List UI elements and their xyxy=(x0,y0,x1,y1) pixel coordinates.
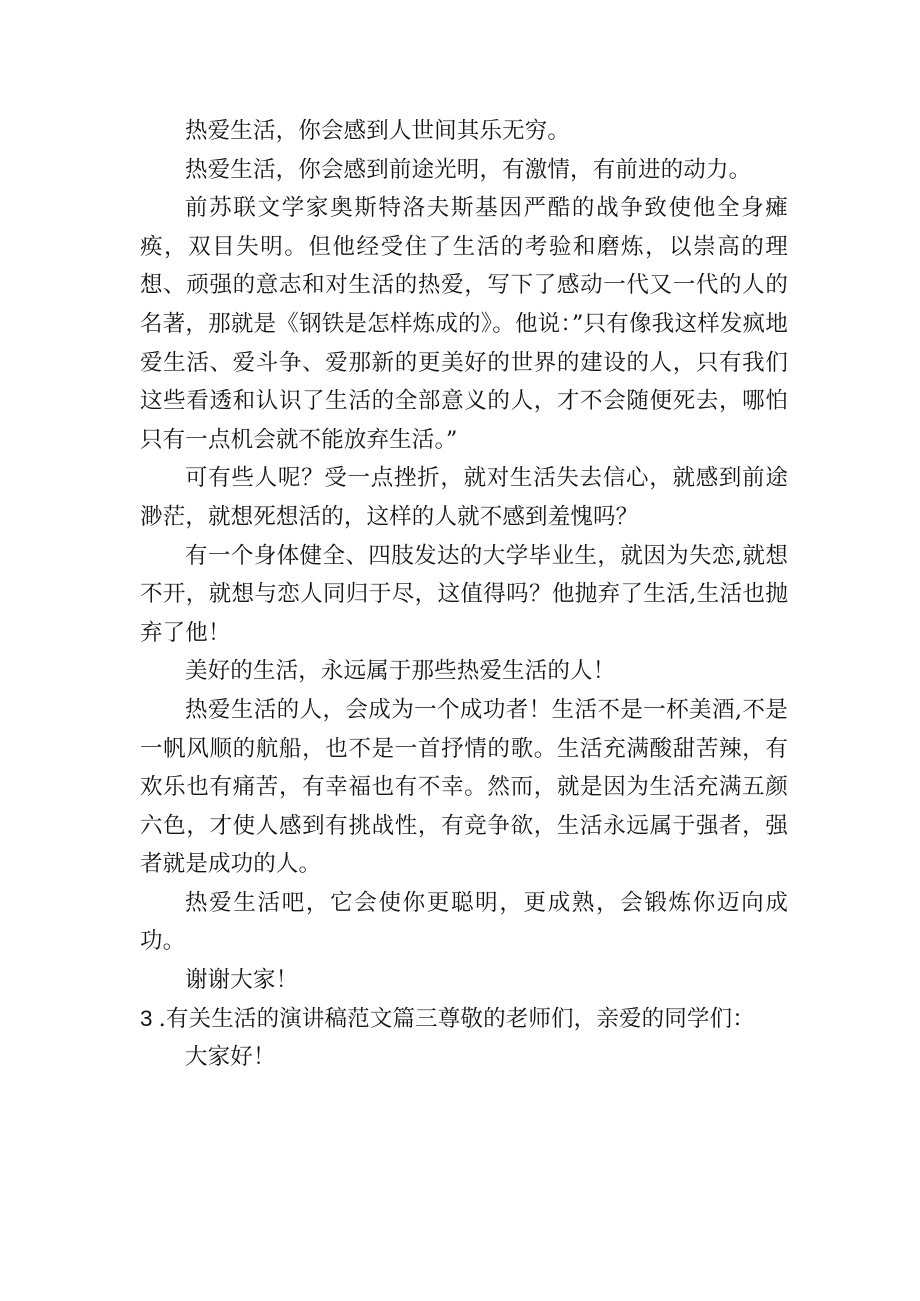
section-heading-text: .有关生活的演讲稿范文篇三尊敬的老师们，亲爱的同学们： xyxy=(158,1005,755,1032)
document-body xyxy=(140,112,788,1077)
section-heading xyxy=(140,1000,788,1039)
paragraph-3: 前苏联文学家奥斯特洛夫斯基因严酷的战争致使他全身瘫痪，双目失明。但他经受住了生活的考验和磨炼，以崇高的理想、顽强的意志和对生活的热爱，写下了感动一代又一代的人的名著，那就是《钢铁是怎样炼成的》。他说：”只有像我这样发疯地爱生活、爱斗争、爱那新的更美好的世界的建设的人，只有我们这些看透和认识了生活的全部意义的人，才不会随便死去，哪怕只有一点机会就不能放弃生活。” xyxy=(140,195,788,453)
paragraph-9: 谢谢大家！ xyxy=(185,967,299,994)
paragraph-2: 热爱生活，你会感到前途光明，有激情，有前进的动力。 xyxy=(185,156,752,183)
paragraph-6: 美好的生活，永远属于那些热爱生活的人！ xyxy=(185,658,616,685)
paragraph-5: 有一个身体健全、四肢发达的大学毕业生，就因为失恋,就想不开，就想与恋人同归于尽，这值得吗？他抛弃了生活,生活也抛弃了他！ xyxy=(140,542,788,646)
paragraph-8: 热爱生活吧，它会使你更聪明，更成熟，会锻炼你迈向成功。 xyxy=(140,889,788,955)
section-number: 3 xyxy=(140,1005,153,1031)
paragraph-7: 热爱生活的人，会成为一个成功者！生活不是一杯美酒,不是一帆风顺的航船，也不是一首抒情的歌。生活充满酸甜苦辣，有欢乐也有痛苦，有幸福也有不幸。然而，就是因为生活充满五颜六色，才使人感到有挑战性，有竞争欲，生活永远属于强者，强者就是成功的人。 xyxy=(140,696,788,878)
paragraph-1: 热爱生活，你会感到人世间其乐无穷。 xyxy=(185,118,571,144)
paragraph-greeting: 大家好！ xyxy=(185,1044,276,1071)
paragraph-4: 可有些人呢？受一点挫折，就对生活失去信心，就感到前途渺茫，就想死想活的，这样的人就不感到羞愧吗？ xyxy=(140,465,788,530)
